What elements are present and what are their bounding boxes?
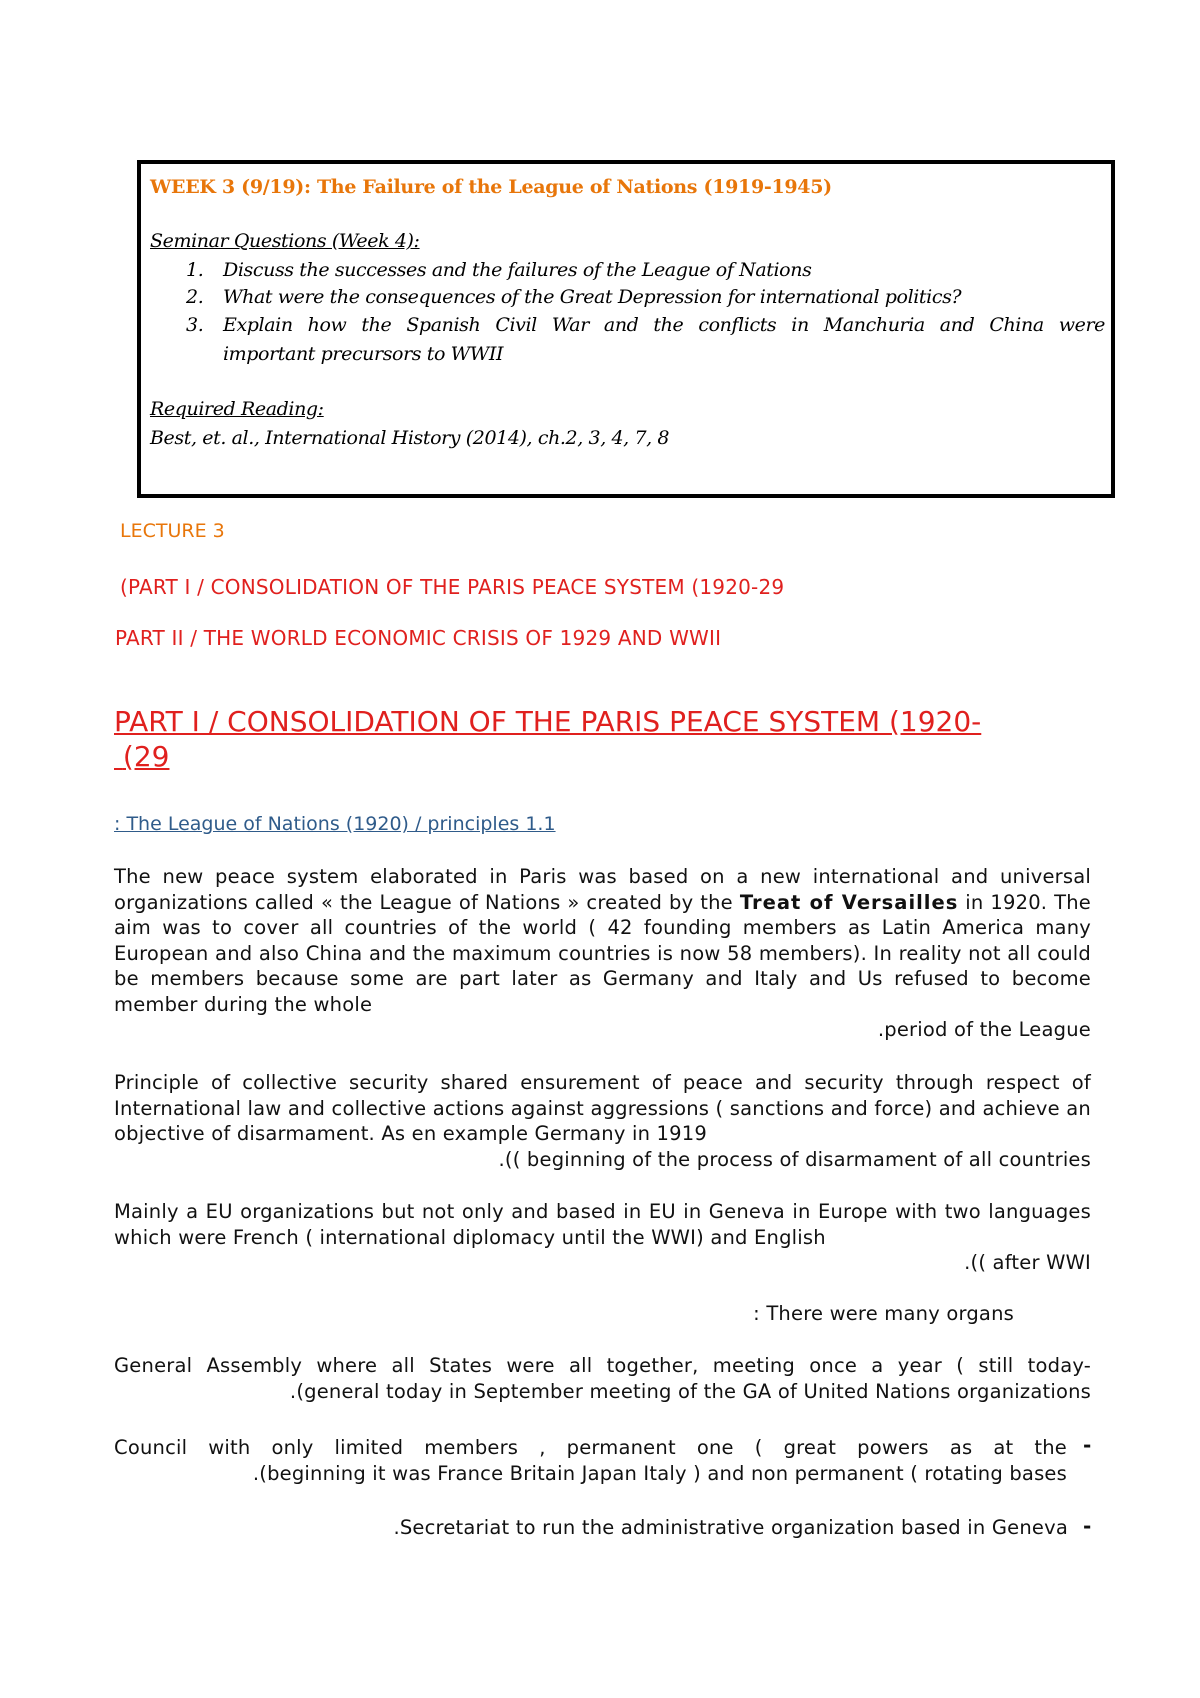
bold-term: Treat of Versailles xyxy=(739,890,959,914)
section-heading-line-1: PART I / CONSOLIDATION OF THE PARIS PEACE SYSTEM (1920- xyxy=(114,705,982,738)
question-text: Explain how the Spanish Civil War and the conflicts in Manchuria and China were xyxy=(223,314,1105,336)
paragraph-languages: Mainly a EU organizations but not only and based in EU in Geneva in Europe with two languages which were French ( international diplomacy until the WWI) and English .(( after WWI xyxy=(114,1200,1091,1274)
required-reading-title: Required Reading: xyxy=(150,398,324,420)
question-number: 1. xyxy=(186,259,204,281)
required-reading-text: Best, et. al., International History (2014), ch.2, 3, 4, 7, 8 xyxy=(150,427,670,449)
list-item-council: Council with only limited members , permanent one ( great powers as at the .(beginning it was France Britain Japan Italy ) and non permanent ( rotating bases xyxy=(114,1436,1067,1485)
question-text: What were the consequences of the Great Depression for international politics? xyxy=(223,286,962,308)
week-info-box xyxy=(137,160,1115,498)
question-number: 3. xyxy=(186,314,204,336)
paragraph-league-intro: The new peace system elaborated in Paris was based on a new international and universal organizations called « the League of Nations » created by the Treat of Versailles in 1920. The aim was to cover all countries of the world ( 42 founding members as Latin America many European and also China and the maximum countries is now 58 members). In reality not all could be members because some are part later as Germany and Italy and Us refused to become member during the whole .period of the League xyxy=(114,865,1091,1041)
list-item-secretariat: .Secretariat to run the administrative organization based in Geneva xyxy=(393,1516,1068,1539)
list-item-general-assembly: General Assembly where all States were all together, meeting once a year ( still today- .(general today in September meeting of the GA of United Nations organizations xyxy=(114,1354,1091,1403)
seminar-questions-title: Seminar Questions (Week 4): xyxy=(150,230,420,252)
outline-part-1: (PART I / CONSOLIDATION OF THE PARIS PEACE SYSTEM (1920-29 xyxy=(120,575,785,599)
question-number: 2. xyxy=(186,286,204,308)
organs-intro: : There were many organs xyxy=(753,1302,1014,1325)
question-text-continued: important precursors to WWII xyxy=(223,343,504,365)
question-text: Discuss the successes and the failures of the League of Nations xyxy=(223,259,812,281)
subsection-heading: : The League of Nations (1920) / principles 1.1 xyxy=(114,813,556,835)
lecture-label: LECTURE 3 xyxy=(120,520,225,542)
list-dash: - xyxy=(1083,1433,1092,1457)
list-dash: - xyxy=(1083,1514,1092,1538)
week-title: WEEK 3 (9/19): The Failure of the League of Nations (1919-1945) xyxy=(150,176,832,198)
outline-part-2: PART II / THE WORLD ECONOMIC CRISIS OF 1929 AND WWII xyxy=(115,626,722,650)
section-heading-line-2: (29 xyxy=(122,740,170,773)
paragraph-collective-security: Principle of collective security shared ensurement of peace and security through respect of International law and collective actions against aggressions ( sanctions and force) and achieve an objective of disarmament. As en example Germany in 1919 .(( beginning of the process of disarmament of all countries xyxy=(114,1071,1091,1171)
